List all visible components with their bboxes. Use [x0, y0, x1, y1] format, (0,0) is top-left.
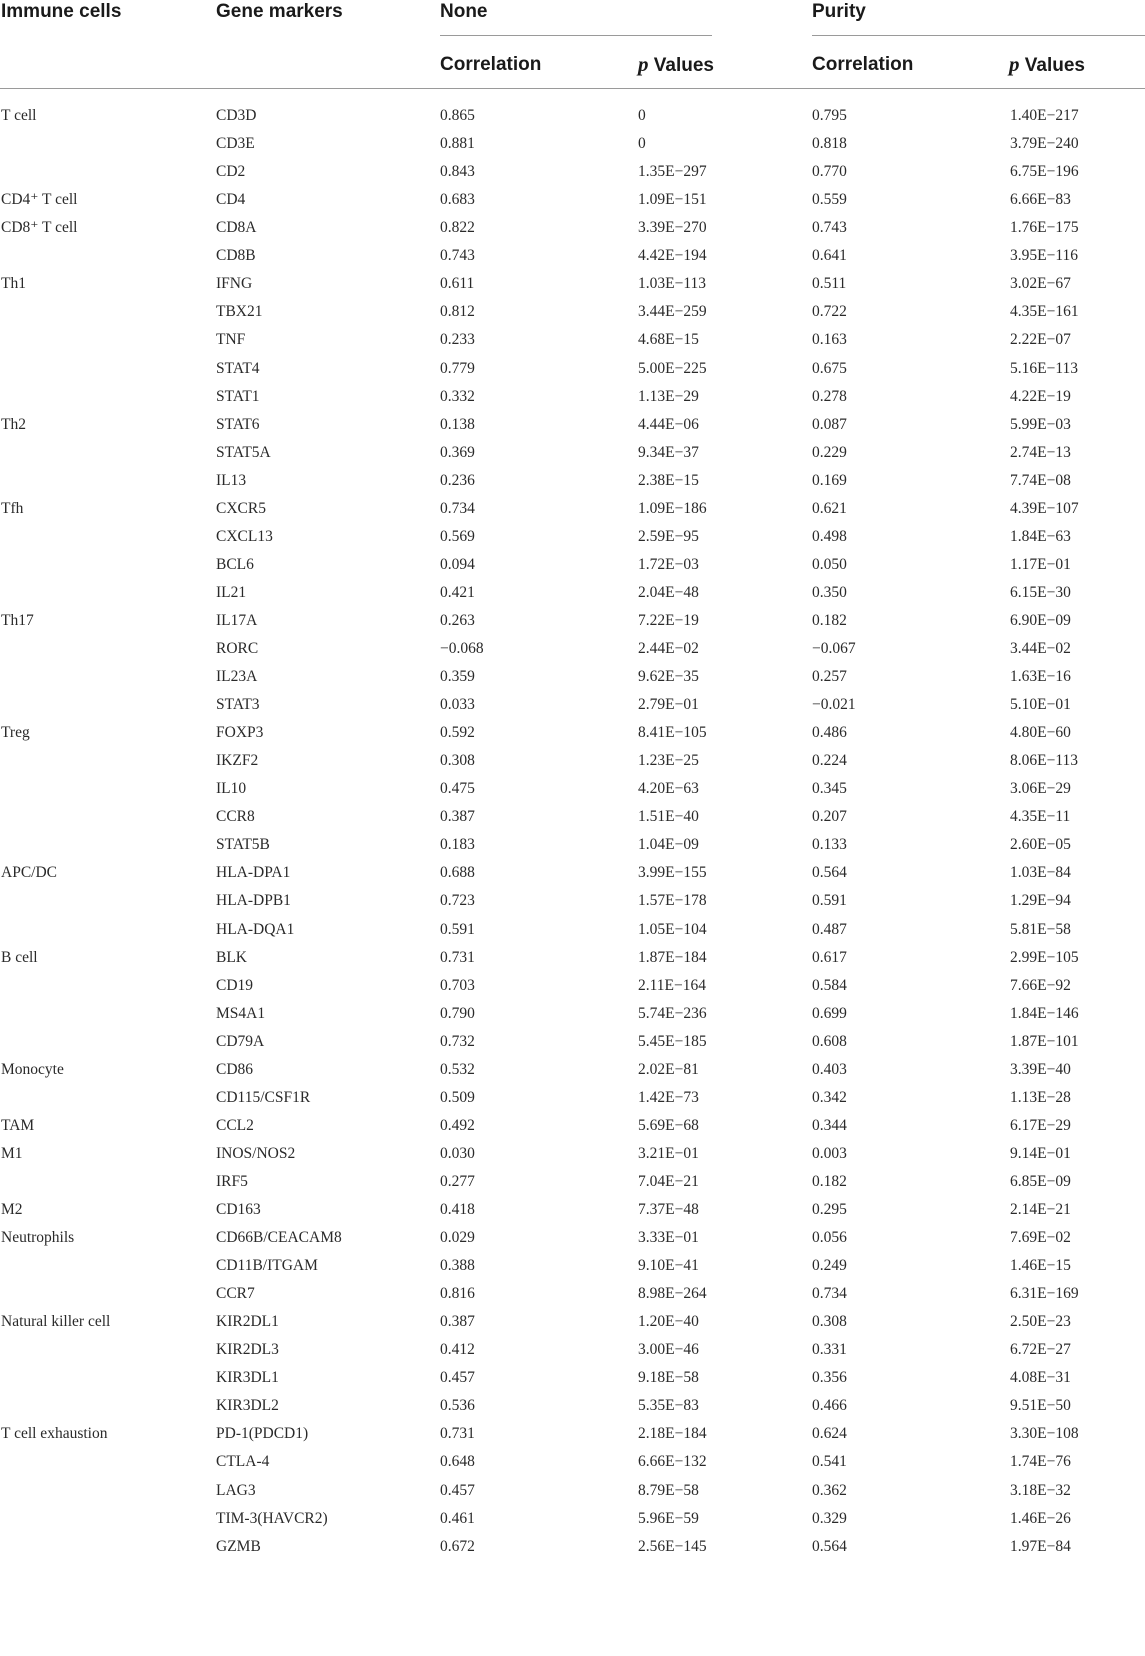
- purity-correlation-cell: 0.342: [812, 1088, 847, 1106]
- gene-marker-cell: LAG3: [216, 1481, 256, 1499]
- values-label: Values: [1024, 55, 1085, 76]
- gene-marker-cell: KIR3DL2: [216, 1397, 279, 1415]
- purity-correlation-cell: 0.056: [812, 1229, 847, 1246]
- purity-p-value-cell: 6.66E−83: [1010, 191, 1071, 209]
- purity-p-value-cell: 1.74E−76: [1010, 1453, 1071, 1471]
- purity-correlation-cell: −0.067: [812, 640, 856, 657]
- purity-p-value-cell: 2.60E−05: [1010, 836, 1071, 854]
- none-correlation-cell: 0.457: [440, 1369, 475, 1387]
- none-correlation-cell: 0.183: [440, 836, 475, 854]
- purity-correlation-cell: 0.641: [812, 247, 847, 265]
- none-p-value-cell: 3.99E−155: [638, 864, 707, 882]
- purity-correlation-cell: 0.182: [812, 1172, 847, 1190]
- none-correlation-cell: 0.421: [440, 583, 475, 601]
- none-correlation-cell: 0.412: [440, 1341, 475, 1359]
- none-correlation-cell: 0.263: [440, 611, 475, 629]
- gene-marker-cell: CXCR5: [216, 499, 266, 517]
- gene-marker-cell: GZMB: [216, 1537, 261, 1555]
- gene-marker-cell: TBX21: [216, 303, 263, 321]
- purity-correlation-cell: 0.331: [812, 1341, 847, 1359]
- purity-p-value-cell: 7.74E−08: [1010, 471, 1071, 489]
- header-none: None: [440, 1, 488, 22]
- none-p-value-cell: 9.10E−41: [638, 1257, 699, 1274]
- purity-p-value-cell: 7.66E−92: [1010, 976, 1071, 994]
- purity-correlation-cell: 0.278: [812, 387, 847, 405]
- purity-p-value-cell: 6.72E−27: [1010, 1341, 1071, 1359]
- purity-p-value-cell: 1.63E−16: [1010, 668, 1071, 685]
- values-label: Values: [653, 55, 714, 76]
- immune-cell-cell: M2: [1, 1201, 23, 1218]
- purity-correlation-cell: 0.675: [812, 359, 847, 377]
- none-correlation-cell: 0.138: [440, 415, 475, 433]
- immune-cell-cell: Neutrophils: [1, 1229, 75, 1246]
- none-p-value-cell: 2.38E−15: [638, 471, 699, 489]
- immune-cell-cell: CD8⁺ T cell: [1, 219, 78, 237]
- none-correlation-cell: 0.816: [440, 1285, 475, 1303]
- none-correlation-cell: 0.812: [440, 303, 475, 321]
- immune-cell-cell: B cell: [1, 948, 38, 966]
- purity-p-value-cell: 1.03E−84: [1010, 864, 1071, 882]
- gene-marker-cell: CD8A: [216, 219, 257, 237]
- gene-marker-cell: CD66B/CEACAM8: [216, 1229, 342, 1246]
- purity-correlation-cell: 0.403: [812, 1060, 847, 1078]
- gene-marker-cell: CD3E: [216, 135, 255, 153]
- gene-marker-cell: CD86: [216, 1060, 254, 1078]
- gene-marker-cell: IKZF2: [216, 752, 259, 770]
- gene-marker-cell: FOXP3: [216, 724, 264, 742]
- none-correlation-cell: 0.591: [440, 920, 475, 938]
- immune-cell-cell: T cell exhaustion: [1, 1425, 108, 1443]
- purity-correlation-cell: 0.182: [812, 611, 847, 629]
- purity-p-value-cell: 9.14E−01: [1010, 1144, 1071, 1162]
- purity-correlation-cell: 0.564: [812, 1537, 847, 1555]
- gene-marker-cell: STAT3: [216, 696, 260, 714]
- purity-p-value-cell: 3.18E−32: [1010, 1481, 1071, 1499]
- none-p-value-cell: 8.79E−58: [638, 1481, 699, 1499]
- purity-p-value-cell: 3.30E−108: [1010, 1425, 1079, 1443]
- purity-correlation-cell: −0.021: [812, 696, 856, 714]
- purity-correlation-cell: 0.564: [812, 864, 847, 882]
- immune-cell-cell: T cell: [1, 107, 37, 124]
- none-p-value-cell: 5.96E−59: [638, 1509, 699, 1527]
- none-correlation-cell: 0.029: [440, 1229, 475, 1246]
- purity-correlation-cell: 0.699: [812, 1004, 847, 1022]
- purity-correlation-cell: 0.498: [812, 527, 847, 545]
- purity-p-value-cell: 2.50E−23: [1010, 1313, 1071, 1331]
- gene-marker-cell: CTLA-4: [216, 1453, 270, 1471]
- header-immune-cells: Immune cells: [1, 1, 122, 22]
- purity-correlation-cell: 0.207: [812, 808, 847, 826]
- gene-marker-cell: IL17A: [216, 611, 258, 629]
- purity-correlation-cell: 0.308: [812, 1313, 847, 1331]
- none-correlation-cell: 0.731: [440, 1425, 475, 1443]
- gene-marker-cell: HLA-DQA1: [216, 920, 295, 938]
- none-p-value-cell: 6.66E−132: [638, 1453, 707, 1471]
- purity-correlation-cell: 0.466: [812, 1397, 847, 1415]
- purity-p-value-cell: 6.17E−29: [1010, 1116, 1071, 1134]
- gene-marker-cell: STAT5B: [216, 836, 270, 854]
- gene-marker-cell: STAT1: [216, 387, 260, 405]
- gene-marker-cell: CD4: [216, 191, 246, 209]
- purity-p-value-cell: 5.16E−113: [1010, 359, 1079, 377]
- purity-correlation-cell: 0.722: [812, 303, 847, 321]
- none-p-value-cell: 7.37E−48: [638, 1201, 699, 1218]
- gene-marker-cell: CD3D: [216, 107, 257, 124]
- purity-correlation-cell: 0.621: [812, 499, 847, 517]
- purity-p-value-cell: 1.17E−01: [1010, 555, 1071, 573]
- header-purity: Purity: [812, 1, 866, 22]
- gene-marker-cell: KIR2DL1: [216, 1313, 279, 1331]
- none-p-value-cell: 0: [638, 107, 646, 124]
- none-correlation-cell: 0.843: [440, 163, 475, 181]
- none-p-value-cell: 1.35E−297: [638, 163, 707, 181]
- purity-p-value-cell: 9.51E−50: [1010, 1397, 1071, 1415]
- purity-p-value-cell: 1.40E−217: [1010, 107, 1079, 124]
- none-correlation-cell: 0.475: [440, 780, 475, 798]
- purity-p-value-cell: 2.14E−21: [1010, 1201, 1071, 1218]
- purity-correlation-cell: 0.541: [812, 1453, 847, 1471]
- purity-p-value-cell: 4.35E−11: [1010, 808, 1071, 826]
- none-p-value-cell: 9.34E−37: [638, 443, 699, 461]
- none-p-value-cell: 1.04E−09: [638, 836, 699, 854]
- none-p-value-cell: 1.13E−29: [638, 387, 699, 405]
- none-p-value-cell: 3.44E−259: [638, 303, 707, 321]
- none-correlation-cell: 0.277: [440, 1172, 475, 1190]
- gene-marker-cell: CD163: [216, 1201, 261, 1218]
- none-p-value-cell: 2.18E−184: [638, 1425, 707, 1443]
- purity-p-value-cell: 1.84E−63: [1010, 527, 1071, 545]
- purity-p-value-cell: 3.02E−67: [1010, 275, 1071, 293]
- purity-correlation-cell: 0.511: [812, 275, 847, 293]
- gene-marker-cell: INOS/NOS2: [216, 1144, 296, 1162]
- purity-p-value-cell: 6.31E−169: [1010, 1285, 1079, 1303]
- purity-correlation-cell: 0.229: [812, 443, 847, 461]
- purity-p-value-cell: 8.06E−113: [1010, 752, 1079, 770]
- none-correlation-cell: 0.094: [440, 555, 475, 573]
- gene-marker-cell: IRF5: [216, 1172, 248, 1190]
- gene-marker-cell: STAT5A: [216, 443, 271, 461]
- purity-correlation-cell: 0.584: [812, 976, 847, 994]
- none-correlation-cell: 0.611: [440, 275, 475, 293]
- none-p-value-cell: 9.62E−35: [638, 668, 699, 685]
- none-correlation-cell: 0.881: [440, 135, 475, 153]
- purity-correlation-cell: 0.295: [812, 1201, 847, 1218]
- purity-p-value-cell: 2.99E−105: [1010, 948, 1079, 966]
- gene-marker-cell: BLK: [216, 948, 247, 966]
- purity-group-rule: [812, 35, 1145, 36]
- purity-p-value-cell: 7.69E−02: [1010, 1229, 1071, 1246]
- gene-marker-cell: IFNG: [216, 275, 253, 293]
- purity-correlation-cell: 0.559: [812, 191, 847, 209]
- gene-marker-cell: KIR3DL1: [216, 1369, 279, 1387]
- purity-correlation-cell: 0.770: [812, 163, 847, 181]
- immune-cell-cell: M1: [1, 1144, 23, 1162]
- purity-correlation-cell: 0.133: [812, 836, 847, 854]
- purity-p-value-cell: 1.87E−101: [1010, 1032, 1079, 1050]
- none-correlation-cell: 0.569: [440, 527, 475, 545]
- none-p-value-cell: 1.57E−178: [638, 892, 707, 910]
- none-correlation-cell: 0.461: [440, 1509, 475, 1527]
- none-correlation-cell: 0.308: [440, 752, 475, 770]
- none-correlation-cell: 0.790: [440, 1004, 475, 1022]
- none-p-value-cell: 1.09E−186: [638, 499, 707, 517]
- none-correlation-cell: 0.743: [440, 247, 475, 265]
- purity-p-value-cell: 1.97E−84: [1010, 1537, 1071, 1555]
- purity-p-value-cell: 1.76E−175: [1010, 219, 1079, 237]
- purity-p-value-cell: 1.29E−94: [1010, 892, 1071, 910]
- none-correlation-cell: 0.592: [440, 724, 475, 742]
- gene-marker-cell: KIR2DL3: [216, 1341, 279, 1359]
- none-correlation-cell: 0.369: [440, 443, 475, 461]
- header-none-correlation: Correlation: [440, 54, 542, 75]
- gene-marker-cell: IL10: [216, 780, 247, 798]
- purity-p-value-cell: 4.39E−107: [1010, 499, 1079, 517]
- purity-correlation-cell: 0.486: [812, 724, 847, 742]
- header-bottom-rule: [0, 88, 1145, 89]
- gene-marker-cell: CD8B: [216, 247, 256, 265]
- purity-p-value-cell: 3.39E−40: [1010, 1060, 1071, 1078]
- none-correlation-cell: 0.387: [440, 1313, 475, 1331]
- none-correlation-cell: 0.418: [440, 1201, 475, 1218]
- none-correlation-cell: 0.388: [440, 1257, 475, 1274]
- gene-marker-cell: CCL2: [216, 1116, 254, 1134]
- gene-marker-cell: TNF: [216, 331, 246, 349]
- immune-cell-cell: TAM: [1, 1116, 35, 1134]
- none-correlation-cell: 0.648: [440, 1453, 475, 1471]
- purity-p-value-cell: 1.84E−146: [1010, 1004, 1079, 1022]
- none-p-value-cell: 2.79E−01: [638, 696, 699, 714]
- none-p-value-cell: 1.23E−25: [638, 752, 699, 770]
- none-p-value-cell: 4.20E−63: [638, 780, 699, 798]
- gene-marker-cell: HLA-DPB1: [216, 892, 291, 910]
- p-italic: p: [638, 52, 649, 76]
- none-correlation-cell: 0.703: [440, 976, 475, 994]
- none-correlation-cell: 0.492: [440, 1116, 475, 1134]
- purity-correlation-cell: 0.350: [812, 583, 847, 601]
- purity-p-value-cell: 2.74E−13: [1010, 443, 1071, 461]
- none-p-value-cell: 1.09E−151: [638, 191, 707, 209]
- purity-correlation-cell: 0.050: [812, 555, 847, 573]
- none-group-rule: [440, 35, 712, 36]
- none-p-value-cell: 5.45E−185: [638, 1032, 707, 1050]
- purity-correlation-cell: 0.163: [812, 331, 847, 349]
- purity-correlation-cell: 0.608: [812, 1032, 847, 1050]
- none-correlation-cell: 0.532: [440, 1060, 475, 1078]
- purity-p-value-cell: 4.35E−161: [1010, 303, 1079, 321]
- none-correlation-cell: 0.457: [440, 1481, 475, 1499]
- none-p-value-cell: 1.72E−03: [638, 555, 699, 573]
- none-p-value-cell: 3.33E−01: [638, 1229, 699, 1246]
- none-correlation-cell: 0.865: [440, 107, 475, 124]
- purity-p-value-cell: 4.22E−19: [1010, 387, 1071, 405]
- none-p-value-cell: 7.04E−21: [638, 1172, 699, 1190]
- none-p-value-cell: 3.39E−270: [638, 219, 707, 237]
- none-correlation-cell: 0.672: [440, 1537, 475, 1555]
- immune-cell-cell: CD4⁺ T cell: [1, 191, 78, 209]
- gene-marker-cell: IL23A: [216, 668, 258, 685]
- gene-marker-cell: CD11B/ITGAM: [216, 1257, 318, 1274]
- gene-marker-cell: CCR8: [216, 808, 255, 826]
- none-correlation-cell: 0.683: [440, 191, 475, 209]
- immune-cell-cell: Natural killer cell: [1, 1313, 111, 1331]
- purity-correlation-cell: 0.169: [812, 471, 847, 489]
- gene-marker-cell: CD19: [216, 976, 254, 994]
- header-purity-p-values: [1009, 54, 1085, 75]
- none-p-value-cell: 1.05E−104: [638, 920, 707, 938]
- none-correlation-cell: 0.033: [440, 696, 475, 714]
- purity-p-value-cell: 6.90E−09: [1010, 611, 1071, 629]
- gene-marker-cell: CCR7: [216, 1285, 255, 1303]
- purity-correlation-cell: 0.224: [812, 752, 847, 770]
- purity-p-value-cell: 1.46E−26: [1010, 1509, 1071, 1527]
- header-gene-markers: Gene markers: [216, 1, 343, 22]
- purity-p-value-cell: 3.95E−116: [1010, 247, 1079, 265]
- purity-correlation-cell: 0.087: [812, 415, 847, 433]
- header-purity-correlation: Correlation: [812, 54, 914, 75]
- purity-correlation-cell: 0.743: [812, 219, 847, 237]
- purity-p-value-cell: 2.22E−07: [1010, 331, 1071, 349]
- purity-correlation-cell: 0.591: [812, 892, 847, 910]
- purity-correlation-cell: 0.487: [812, 920, 847, 938]
- immune-cell-cell: Monocyte: [1, 1060, 64, 1078]
- purity-p-value-cell: 6.15E−30: [1010, 583, 1071, 601]
- purity-correlation-cell: 0.257: [812, 668, 847, 685]
- purity-correlation-cell: 0.356: [812, 1369, 847, 1387]
- immune-cell-cell: Th2: [1, 415, 26, 433]
- purity-correlation-cell: 0.249: [812, 1257, 847, 1274]
- none-correlation-cell: 0.509: [440, 1088, 475, 1106]
- purity-p-value-cell: 6.85E−09: [1010, 1172, 1071, 1190]
- none-correlation-cell: 0.734: [440, 499, 475, 517]
- none-correlation-cell: 0.731: [440, 948, 475, 966]
- purity-correlation-cell: 0.344: [812, 1116, 847, 1134]
- purity-correlation-cell: 0.624: [812, 1425, 847, 1443]
- purity-correlation-cell: 0.362: [812, 1481, 847, 1499]
- purity-p-value-cell: 5.10E−01: [1010, 696, 1071, 714]
- purity-correlation-cell: 0.818: [812, 135, 847, 153]
- none-p-value-cell: 8.41E−105: [638, 724, 707, 742]
- none-correlation-cell: 0.536: [440, 1397, 475, 1415]
- none-p-value-cell: 7.22E−19: [638, 611, 699, 629]
- none-correlation-cell: 0.332: [440, 387, 475, 405]
- none-p-value-cell: 1.03E−113: [638, 275, 707, 293]
- purity-correlation-cell: 0.795: [812, 107, 847, 124]
- gene-marker-cell: TIM-3(HAVCR2): [216, 1509, 328, 1527]
- purity-p-value-cell: 5.99E−03: [1010, 415, 1071, 433]
- none-p-value-cell: 9.18E−58: [638, 1369, 699, 1387]
- none-p-value-cell: 3.00E−46: [638, 1341, 699, 1359]
- purity-p-value-cell: 3.79E−240: [1010, 135, 1079, 153]
- purity-p-value-cell: 4.80E−60: [1010, 724, 1071, 742]
- p-italic: p: [1009, 52, 1020, 76]
- none-p-value-cell: 2.02E−81: [638, 1060, 699, 1078]
- none-correlation-cell: 0.723: [440, 892, 475, 910]
- gene-marker-cell: RORC: [216, 640, 259, 657]
- none-p-value-cell: 2.56E−145: [638, 1537, 707, 1555]
- none-p-value-cell: 4.44E−06: [638, 415, 699, 433]
- none-correlation-cell: 0.236: [440, 471, 475, 489]
- none-p-value-cell: 5.74E−236: [638, 1004, 707, 1022]
- none-p-value-cell: 1.87E−184: [638, 948, 707, 966]
- purity-p-value-cell: 1.46E−15: [1010, 1257, 1071, 1274]
- none-correlation-cell: 0.688: [440, 864, 475, 882]
- gene-marker-cell: PD-1(PDCD1): [216, 1425, 309, 1443]
- none-p-value-cell: 0: [638, 135, 646, 153]
- gene-marker-cell: STAT6: [216, 415, 260, 433]
- purity-correlation-cell: 0.617: [812, 948, 847, 966]
- none-p-value-cell: 5.00E−225: [638, 359, 707, 377]
- purity-p-value-cell: 4.08E−31: [1010, 1369, 1071, 1387]
- header-none-p-values: [638, 54, 714, 75]
- none-p-value-cell: 1.42E−73: [638, 1088, 699, 1106]
- purity-p-value-cell: 3.44E−02: [1010, 640, 1071, 657]
- gene-marker-cell: MS4A1: [216, 1004, 266, 1022]
- none-correlation-cell: 0.822: [440, 219, 475, 237]
- purity-correlation-cell: 0.734: [812, 1285, 847, 1303]
- purity-correlation-cell: 0.003: [812, 1144, 847, 1162]
- gene-marker-cell: BCL6: [216, 555, 254, 573]
- gene-marker-cell: CD79A: [216, 1032, 265, 1050]
- gene-marker-cell: IL21: [216, 583, 247, 601]
- immune-cell-cell: Th1: [1, 275, 26, 293]
- purity-correlation-cell: 0.345: [812, 780, 847, 798]
- gene-marker-cell: CXCL13: [216, 527, 273, 545]
- none-correlation-cell: 0.779: [440, 359, 475, 377]
- none-p-value-cell: 2.59E−95: [638, 527, 699, 545]
- none-p-value-cell: 2.11E−164: [638, 976, 707, 994]
- none-p-value-cell: 4.42E−194: [638, 247, 707, 265]
- none-p-value-cell: 1.51E−40: [638, 808, 699, 826]
- purity-p-value-cell: 3.06E−29: [1010, 780, 1071, 798]
- purity-p-value-cell: 6.75E−196: [1010, 163, 1079, 181]
- immune-cell-cell: Tfh: [1, 499, 24, 517]
- gene-marker-cell: CD2: [216, 163, 246, 181]
- purity-p-value-cell: 5.81E−58: [1010, 920, 1071, 938]
- gene-marker-cell: HLA-DPA1: [216, 864, 291, 882]
- none-p-value-cell: 1.20E−40: [638, 1313, 699, 1331]
- none-correlation-cell: −0.068: [440, 640, 484, 657]
- none-correlation-cell: 0.233: [440, 331, 475, 349]
- purity-correlation-cell: 0.329: [812, 1509, 847, 1527]
- immune-cell-cell: APC/DC: [1, 864, 57, 882]
- none-p-value-cell: 4.68E−15: [638, 331, 699, 349]
- none-p-value-cell: 2.04E−48: [638, 583, 699, 601]
- gene-marker-cell: STAT4: [216, 359, 260, 377]
- none-correlation-cell: 0.030: [440, 1144, 475, 1162]
- none-p-value-cell: 5.69E−68: [638, 1116, 699, 1134]
- purity-p-value-cell: 1.13E−28: [1010, 1088, 1071, 1106]
- immune-cell-cell: Th17: [1, 611, 34, 629]
- none-correlation-cell: 0.359: [440, 668, 475, 685]
- none-correlation-cell: 0.732: [440, 1032, 475, 1050]
- gene-marker-cell: IL13: [216, 471, 247, 489]
- none-p-value-cell: 2.44E−02: [638, 640, 699, 657]
- none-p-value-cell: 3.21E−01: [638, 1144, 699, 1162]
- immune-cell-cell: Treg: [1, 724, 30, 742]
- none-p-value-cell: 8.98E−264: [638, 1285, 707, 1303]
- none-correlation-cell: 0.387: [440, 808, 475, 826]
- gene-marker-cell: CD115/CSF1R: [216, 1088, 311, 1106]
- none-p-value-cell: 5.35E−83: [638, 1397, 699, 1415]
